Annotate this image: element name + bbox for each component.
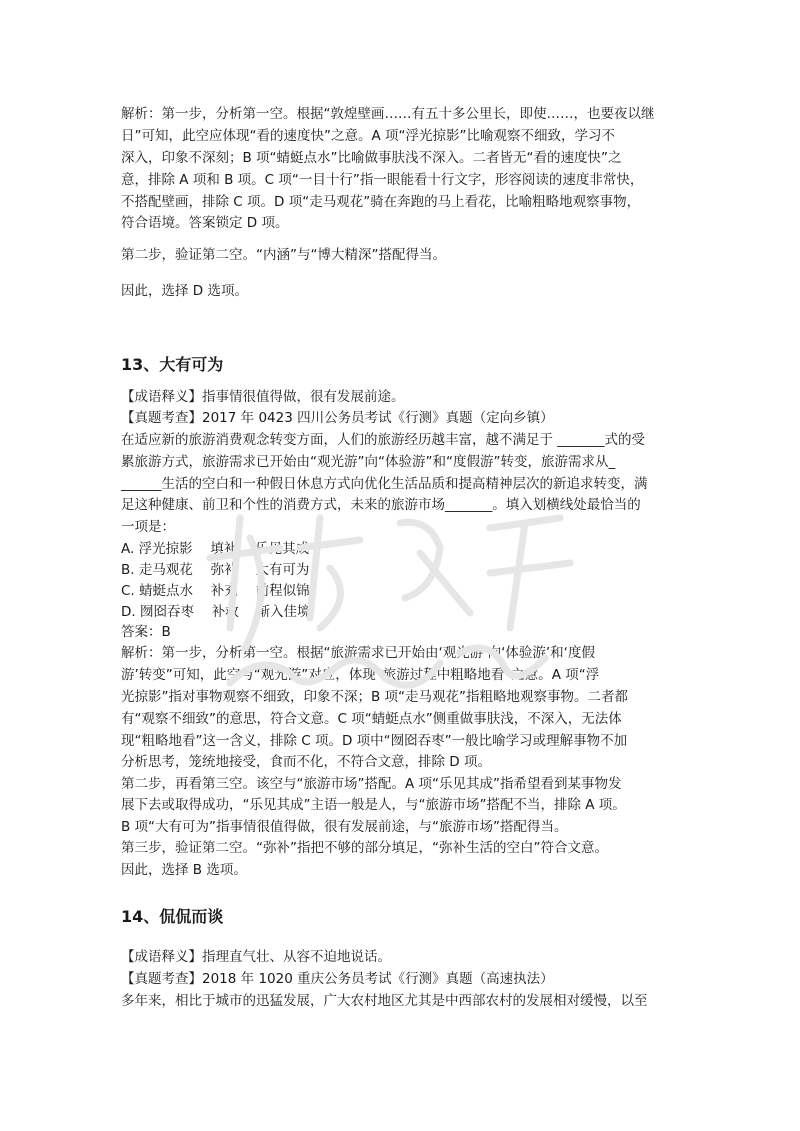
section-13-title: 13、大有可为 <box>121 355 224 374</box>
analysis-line: 分析思考，笼统地接受，食而不化，不符合文意，排除 D 项。 <box>121 754 491 770</box>
question-line: 足这种健康、前卫和个性的消费方式，未来的旅游市场_______。填入划横线处最恰当的 <box>121 497 641 513</box>
analysis-line: 解析：第一步，分析第一空。根据“敦煌壁画……有五十多公里长，即使……，也要夜以继 <box>121 106 655 122</box>
question-line: 一项是： <box>121 519 175 535</box>
question-line: 在适应新的旅游消费观念转变方面，人们的旅游经历越丰富，越不满足于 _______式的受 <box>121 432 646 448</box>
option-d: D. 囫囵吞枣 补救 渐入佳境 <box>121 604 311 620</box>
section-14-title: 14、侃侃而谈 <box>121 907 224 926</box>
exam-source-line: 【真题考查】2017 年 0423 四川公务员考试《行测》真题（定向乡镇） <box>121 410 554 426</box>
definition-line: 【成语释义】指理直气壮、从容不迫地说话。 <box>121 949 391 965</box>
definition-line: 【成语释义】指事情很值得做，很有发展前途。 <box>121 389 405 405</box>
analysis-line: 有“观察不细致”的意思，符合文意。C 项“蜻蜓点水”侧重做事肤浅，不深入，无法体 <box>121 711 622 727</box>
analysis-line: 第二步，再看第三空。该空与“旅游市场”搭配。A 项“乐见其成”指希望看到某事物发 <box>121 776 622 792</box>
conclusion-line: 因此，选择 B 选项。 <box>121 862 247 878</box>
analysis-line: 第三步，验证第二空。“弥补”指把不够的部分填足，“弥补生活的空白”符合文意。 <box>121 840 608 856</box>
analysis-line: 符合语境。答案锁定 D 项。 <box>121 215 289 231</box>
analysis-line: 现“粗略地看”这一含义，排除 C 项。D 项中“囫囵吞枣”一般比喻学习或理解事物不加 <box>121 733 628 749</box>
conclusion-line: 因此，选择 D 选项。 <box>121 283 248 299</box>
question-line: ______生活的空白和一种假日休息方式向优化生活品质和提高精神层次的新追求转变，满 <box>121 476 648 492</box>
exam-source-line: 【真题考查】2018 年 1020 重庆公务员考试《行测》真题（高速执法） <box>121 971 554 987</box>
question-line: 多年来，相比于城市的迅猛发展，广大农村地区尤其是中西部农村的发展相对缓慢，以至 <box>121 993 648 1009</box>
analysis-line: 游’转变”可知，此空与“观光游”对应，体现“旅游过程中粗略地看”之意。A 项“浮 <box>121 667 600 683</box>
answer-line: 答案：B <box>121 624 171 640</box>
step-two-line: 第二步，验证第二空。“内涵”与“博大精深”搭配得当。 <box>121 247 446 263</box>
option-b: B. 走马观花 弥补 大有可为 <box>121 562 310 578</box>
analysis-line: 展下去或取得成功，“乐见其成”主语一般是人，与“旅游市场”搭配不当，排除 A 项。 <box>121 797 626 813</box>
analysis-line: 光掠影”指对事物观察不细致，印象不深；B 项“走马观花”指粗略地观察事物。二者都 <box>121 689 629 705</box>
analysis-line: 解析：第一步，分析第一空。根据“旅游需求已开始由‘观光游’向‘体验游’和‘度假 <box>121 645 595 661</box>
question-line: 累旅游方式，旅游需求已开始由“观光游”向“体验游”和“度假游”转变，旅游需求从_ <box>121 454 616 470</box>
analysis-line: 意，排除 A 项和 B 项。C 项“一目十行”指一眼能看十行文字，形容阅读的速度非常快， <box>121 172 644 188</box>
analysis-line: 深入，印象不深刻；B 项“蜻蜓点水”比喻做事肤浅不深入。二者皆无“看的速度快”之 <box>121 150 622 166</box>
option-a: A. 浮光掠影 填补 乐见其成 <box>121 541 310 557</box>
analysis-line: B 项“大有可为”指事情很值得做，很有发展前途，与“旅游市场”搭配得当。 <box>121 819 568 835</box>
option-c: C. 蜻蜓点水 补充 前程似锦 <box>121 583 310 599</box>
analysis-line: 日”可知，此空应体现“看的速度快”之意。A 项“浮光掠影”比喻观察不细致，学习不 <box>121 128 615 144</box>
analysis-line: 不搭配壁画，排除 C 项。D 项“走马观花”骑在奔跑的马上看花，比喻粗略地观察事物， <box>121 194 641 210</box>
